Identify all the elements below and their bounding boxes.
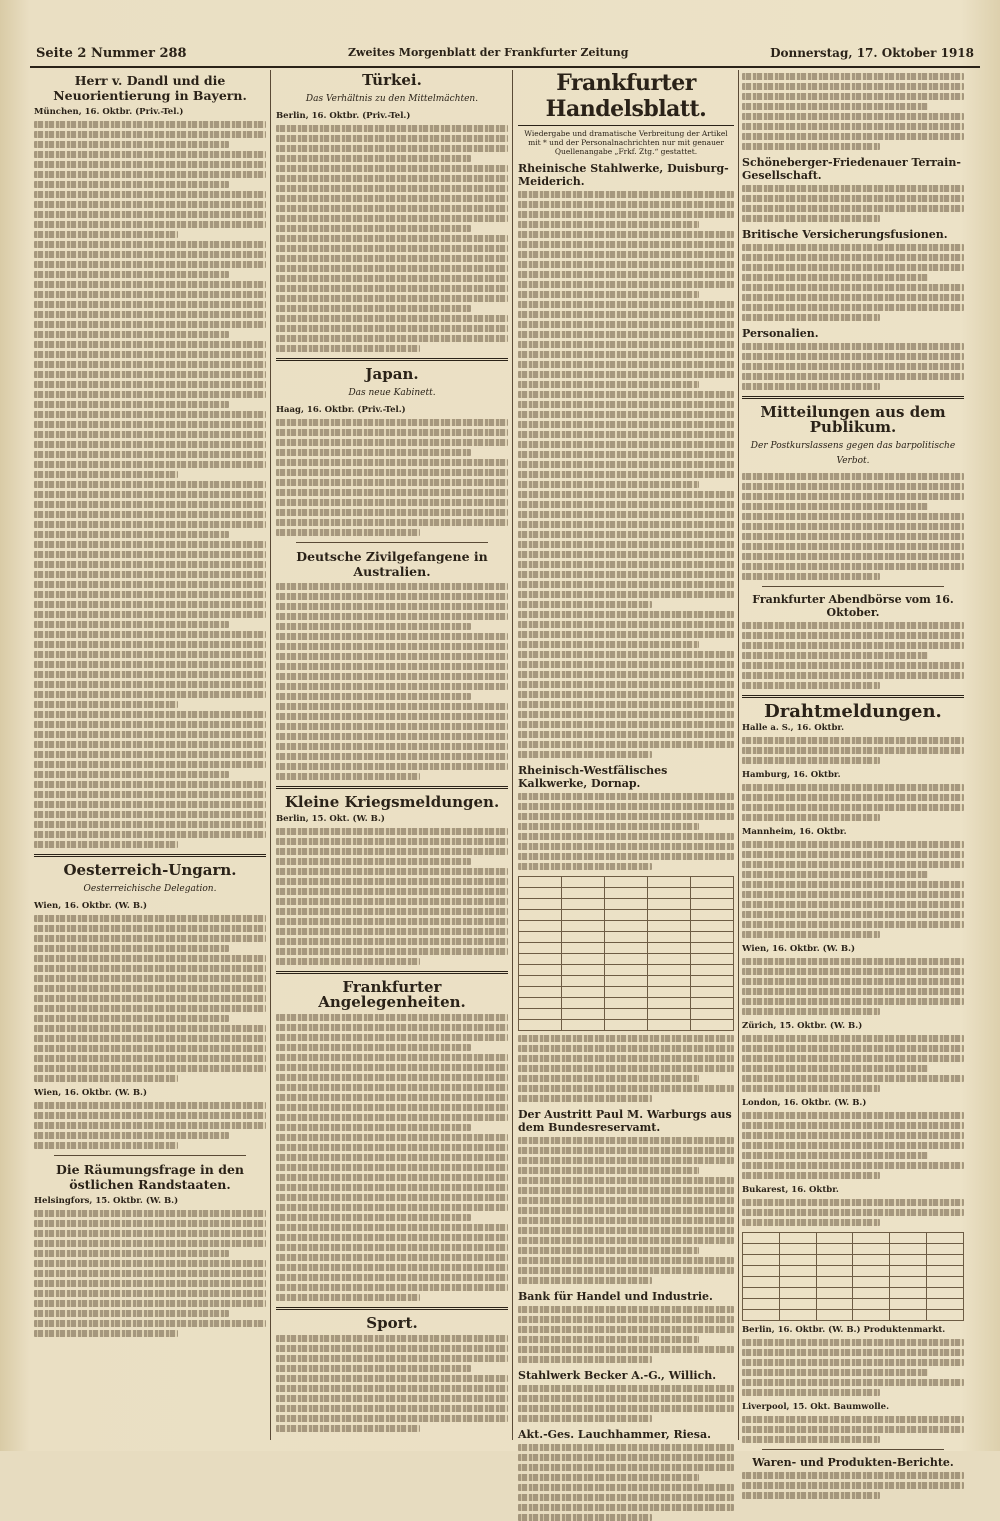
article-body-text [276, 419, 508, 536]
section-subheadline: Das Verhältnis zu den Mittelmächten. [305, 94, 479, 104]
header-date: Donnerstag, 17. Oktober 1918 [770, 46, 974, 60]
article-body-text [742, 343, 964, 390]
column-1 [34, 70, 266, 1440]
article-body-text [276, 828, 508, 965]
article-dateline: Berlin, 16. Oktbr. (W. B.) Produktenmarkt. [742, 1325, 946, 1335]
article-headline: Herr v. Dandl und die Neuorientierung in Bayern. [53, 73, 247, 103]
article-body-text [518, 1444, 734, 1521]
section-divider [742, 695, 964, 698]
article-body-text [742, 841, 964, 938]
article-body-text [742, 185, 964, 222]
column-3 [518, 70, 734, 1440]
article-body-text [518, 1306, 734, 1363]
section-divider [276, 1307, 508, 1310]
business-item-title: Waren- und Produkten-Berichte. [752, 1456, 954, 1469]
article-body-text [742, 244, 964, 321]
article-body-text [742, 1112, 964, 1179]
business-item-title: Frankfurter Abendbörse vom 16. Oktober. [752, 593, 954, 619]
article-body-text [742, 958, 964, 1015]
column-rule [512, 70, 513, 1440]
column-rule [738, 70, 739, 1440]
article-body-text [742, 1199, 964, 1226]
section-headline: Oesterreich-Ungarn. [63, 861, 237, 879]
article-body-text [742, 622, 964, 689]
article-body-text [34, 1102, 266, 1149]
section-divider [34, 854, 266, 857]
section-subheadline: Der Postkurslassens gegen das barpolitische Verbot. [750, 441, 956, 466]
article-dateline: Wien, 16. Oktbr. (W. B.) [34, 901, 147, 911]
article-body-text [518, 1385, 734, 1422]
article-dateline: Hamburg, 16. Oktbr. [742, 770, 841, 780]
article-dateline: Liverpool, 15. Okt. Baumwolle. [742, 1402, 890, 1412]
article-divider [762, 586, 944, 587]
article-body-text [742, 784, 964, 821]
article-body-text [34, 915, 266, 1082]
column-2 [276, 70, 508, 1440]
business-item-title: Akt.-Ges. Lauchhammer, Riesa. [518, 1428, 711, 1441]
article-dateline: Berlin, 15. Okt. (W. B.) [276, 814, 385, 824]
section-headline: Mitteilungen aus dem Publikum. [760, 403, 946, 436]
article-divider [296, 542, 488, 543]
article-body-text [276, 1335, 508, 1432]
section-headline: Sport. [366, 1314, 418, 1332]
article-body-text [276, 1014, 508, 1301]
financial-table [518, 876, 734, 1031]
section-subheadline: Oesterreichische Delegation. [83, 884, 217, 894]
header-page-number: Seite 2 Nummer 288 [36, 46, 187, 61]
section-headline: Kleine Kriegsmeldungen. [284, 793, 500, 811]
article-dateline: Berlin, 16. Oktbr. (Priv.-Tel.) [276, 111, 411, 121]
article-body-text [742, 473, 964, 580]
article-body-text [276, 583, 508, 780]
article-dateline: Zürich, 15. Oktbr. (W. B.) [742, 1021, 863, 1031]
section-headline: Frankfurter Angelegenheiten. [318, 978, 466, 1011]
article-body-text [518, 1035, 734, 1102]
article-dateline: Wien, 16. Oktbr. (W. B.) [742, 944, 855, 954]
article-body-text [34, 121, 266, 848]
business-item-title: Rheinische Stahlwerke, Duisburg-Meiderich. [518, 162, 729, 188]
article-body-text [742, 1472, 964, 1499]
article-dateline: Haag, 16. Oktbr. (Priv.-Tel.) [276, 405, 406, 415]
article-headline: Deutsche Zivilgefangene in Australien. [296, 549, 488, 579]
market-prices-table [742, 1232, 964, 1321]
section-divider [276, 786, 508, 789]
section-subheadline: Das neue Kabinett. [348, 388, 436, 398]
business-item-title: Bank für Handel und Industrie. [518, 1290, 713, 1303]
article-body-text [742, 1035, 964, 1092]
article-headline: Die Räumungsfrage in den östlichen Randstaaten. [55, 1162, 244, 1192]
section-headline: Türkei. [362, 71, 422, 89]
business-item-title: Stahlwerk Becker A.-G., Willich. [518, 1369, 717, 1382]
article-dateline: London, 16. Oktbr. (W. B.) [742, 1098, 867, 1108]
column-4 [742, 70, 964, 1469]
article-dateline: Wien, 16. Oktbr. (W. B.) [34, 1088, 147, 1098]
business-item-title: Schöneberger-Friedenauer Terrain-Gesellschaft. [742, 156, 961, 182]
article-body-text [742, 737, 964, 764]
business-item-title: Britische Versicherungsfusionen. [742, 228, 948, 241]
page-header [30, 44, 980, 68]
business-section-masthead: Frankfurter Handelsblatt. [518, 70, 734, 126]
section-headline: Drahtmeldungen. [764, 701, 942, 722]
section-divider [276, 358, 508, 361]
article-divider [54, 1155, 246, 1156]
article-body-text [34, 1210, 266, 1337]
column-rule [270, 70, 271, 1440]
section-headline: Japan. [365, 365, 419, 383]
article-dateline: Halle a. S., 16. Oktbr. [742, 723, 845, 733]
article-dateline: Helsingfors, 15. Oktbr. (W. B.) [34, 1196, 179, 1206]
section-divider [276, 971, 508, 974]
article-dateline: Mannheim, 16. Oktbr. [742, 827, 847, 837]
section-divider [742, 396, 964, 399]
article-dateline: Bukarest, 16. Oktbr. [742, 1185, 839, 1195]
business-item-title: Personalien. [742, 327, 819, 340]
article-body-text [276, 125, 508, 352]
article-divider [762, 1449, 944, 1450]
article-body-text [742, 73, 964, 150]
article-body-text [518, 793, 734, 870]
business-item-title: Der Austritt Paul M. Warburgs aus dem Bundesreservamt. [518, 1108, 732, 1134]
article-body-text [518, 1137, 734, 1284]
article-body-text [518, 191, 734, 758]
masthead-note: Wiedergabe und dramatische Verbreitung der Artikel mit * und der Personalnachrichten nur mit genauer Quellenangabe „Frkf. Ztg.“ gestattet. [524, 129, 728, 156]
article-body-text [742, 1339, 964, 1396]
article-dateline: München, 16. Oktbr. (Priv.-Tel.) [34, 107, 184, 117]
header-publication-title: Zweites Morgenblatt der Frankfurter Zeitung [348, 46, 629, 59]
article-body-text [742, 1416, 964, 1443]
business-item-title: Rheinisch-Westfälisches Kalkwerke, Dornap. [518, 764, 668, 790]
